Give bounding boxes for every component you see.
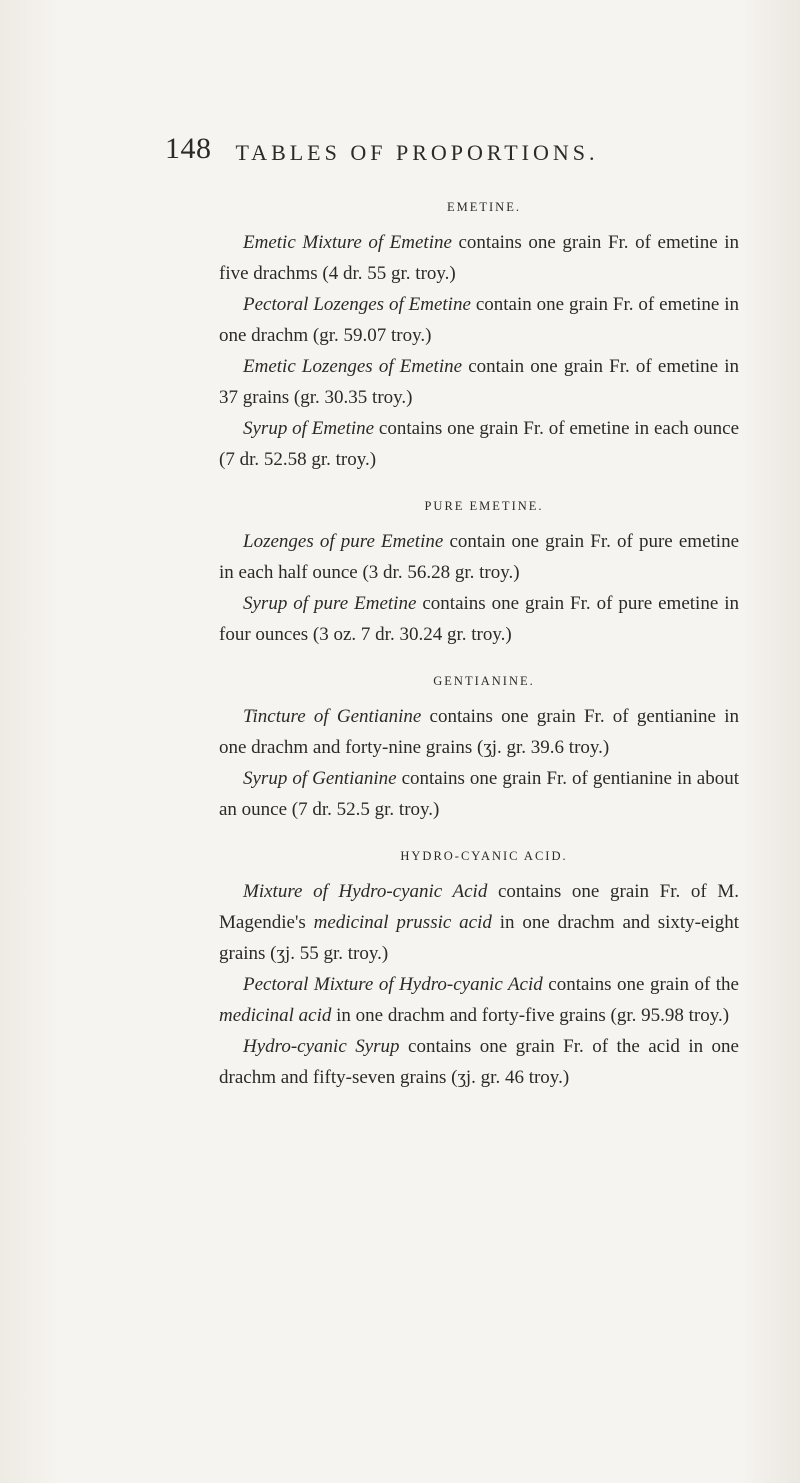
entry-text: contains one grain Fr. of emetine in each ounce (7 dr. 52.58 gr. troy.) bbox=[219, 418, 740, 470]
page-header bbox=[165, 132, 599, 166]
entry-title: Lozenges of pure Emetine bbox=[243, 531, 444, 552]
entry-italic-term: medicinal acid bbox=[219, 1005, 332, 1026]
section-gentianine bbox=[219, 674, 739, 825]
entry-text: contain one grain Fr. of emetine in one drachm (gr. 59.07 troy.) bbox=[219, 294, 739, 346]
entry bbox=[219, 413, 739, 475]
entry-title: Emetic Mixture of Emetine bbox=[243, 232, 452, 253]
entry-text: contain one grain Fr. of emetine in 37 grains (gr. 30.35 troy.) bbox=[219, 356, 739, 408]
entry-title: Hydro-cyanic Syrup bbox=[243, 1036, 400, 1057]
entry-text: contain one grain Fr. of pure emetine in each half ounce (3 dr. 56.28 gr. troy.) bbox=[219, 531, 739, 583]
entry-text: contains one grain Fr. of M. Magendie's bbox=[219, 881, 739, 933]
entry bbox=[219, 289, 739, 351]
section-heading: GENTIANINE. bbox=[433, 674, 535, 688]
entry-title: Emetic Lozenges of Emetine bbox=[243, 356, 463, 377]
entry-text: in one drachm and forty-five grains (gr. 95.98 troy.) bbox=[331, 1005, 730, 1026]
entry-text: contains one grain Fr. of pure emetine in four ounces (3 oz. 7 dr. 30.24 gr. troy.) bbox=[219, 593, 740, 645]
entry bbox=[219, 876, 739, 969]
running-title: TABLES OF PROPORTIONS. bbox=[235, 140, 599, 165]
entry bbox=[219, 1031, 739, 1093]
section-heading: PURE EMETINE. bbox=[424, 499, 544, 513]
entry-title: Pectoral Lozenges of Emetine bbox=[243, 294, 471, 315]
entry-title: Syrup of Gentianine bbox=[243, 768, 397, 789]
entry-title: Mixture of Hydro-cyanic Acid bbox=[243, 881, 488, 902]
entry-text: contains one grain Fr. of emetine in five drachms (4 dr. 55 gr. troy.) bbox=[219, 232, 739, 284]
section-emetine bbox=[219, 200, 739, 475]
entry bbox=[219, 588, 739, 650]
entry bbox=[219, 969, 739, 1031]
section-pure-emetine bbox=[219, 499, 739, 650]
section-heading: EMETINE. bbox=[447, 200, 521, 214]
section-heading: HYDRO-CYANIC ACID. bbox=[400, 849, 568, 863]
entry bbox=[219, 763, 739, 825]
section-hydro-cyanic-acid bbox=[219, 849, 739, 1093]
entry-text: in one drachm and sixty-eight grains (ʒj. 55 gr. troy.) bbox=[219, 912, 739, 964]
entry-title: Syrup of pure Emetine bbox=[243, 593, 417, 614]
entry bbox=[219, 227, 739, 289]
entry bbox=[219, 351, 739, 413]
entry-text: contains one grain of the bbox=[542, 974, 739, 995]
entry-italic-term: medicinal prussic acid bbox=[313, 912, 492, 933]
entry-title: Pectoral Mixture of Hydro-cyanic Acid bbox=[243, 974, 543, 995]
page-number: 148 bbox=[165, 132, 212, 165]
page-body bbox=[219, 200, 739, 1093]
entry bbox=[219, 526, 739, 588]
entry bbox=[219, 701, 739, 763]
entry-text: contains one grain Fr. of the acid in one drachm and fifty-seven grains (ʒj. gr. 46 troy.) bbox=[219, 1036, 739, 1088]
entry-text: contains one grain Fr. of gentianine in about an ounce (7 dr. 52.5 gr. troy.) bbox=[219, 768, 740, 820]
entry-title: Tincture of Gentianine bbox=[243, 706, 422, 727]
entry-title: Syrup of Emetine bbox=[243, 418, 375, 439]
entry-text: contains one grain Fr. of gentianine in one drachm and forty-nine grains (ʒj. gr. 39.6 troy.) bbox=[219, 706, 739, 758]
